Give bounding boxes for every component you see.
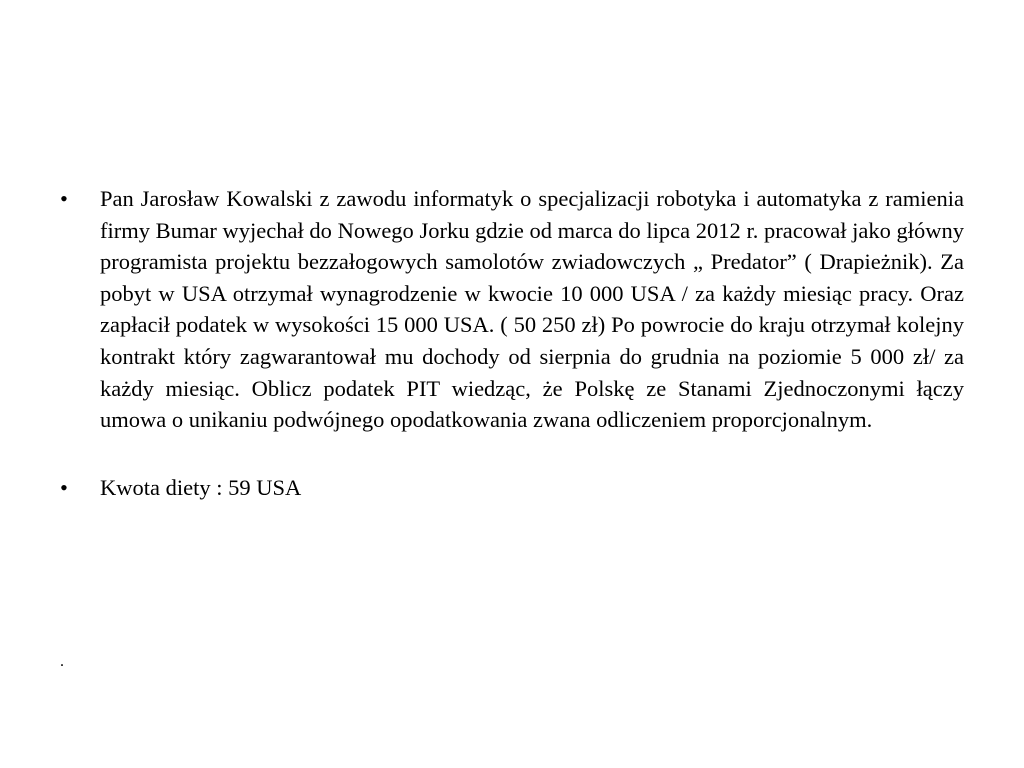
bullet-item-task-description bbox=[60, 183, 964, 436]
bullet-marker: • bbox=[60, 186, 68, 211]
bullet-item-diet-amount bbox=[60, 472, 964, 504]
task-description-text: Pan Jarosław Kowalski z zawodu informatyk o specjalizacji robotyka i automatyka z ramienia firmy Bumar wyjechał do Nowego Jorku gdzie od marca do lipca 2012 r. pracował jako główny programista projektu bezzałogowych samolotów zwiadowczych „ Predator” ( Drapieżnik). Za pobyt w USA otrzymał wynagrodzenie w kwocie 10 000 USA / za każdy miesiąc pracy. Oraz zapłacił podatek w wysokości 15 000 USA. ( 50 250 zł) Po powrocie do kraju otrzymał kolejny kontrakt który zagwarantował mu dochody od sierpnia do grudnia na poziomie 5 000 zł/ za każdy miesiąc. Oblicz podatek PIT wiedząc, że Polskę ze Stanami Zjednoczonymi łączy umowa o unikaniu podwójnego opodatkowania zwana odliczeniem proporcjonalnym. bbox=[100, 186, 964, 433]
bullet-list bbox=[60, 183, 964, 503]
trailing-dot: . bbox=[60, 653, 64, 670]
bullet-marker: • bbox=[60, 474, 68, 500]
diet-amount-text: Kwota diety : 59 USA bbox=[100, 474, 302, 500]
